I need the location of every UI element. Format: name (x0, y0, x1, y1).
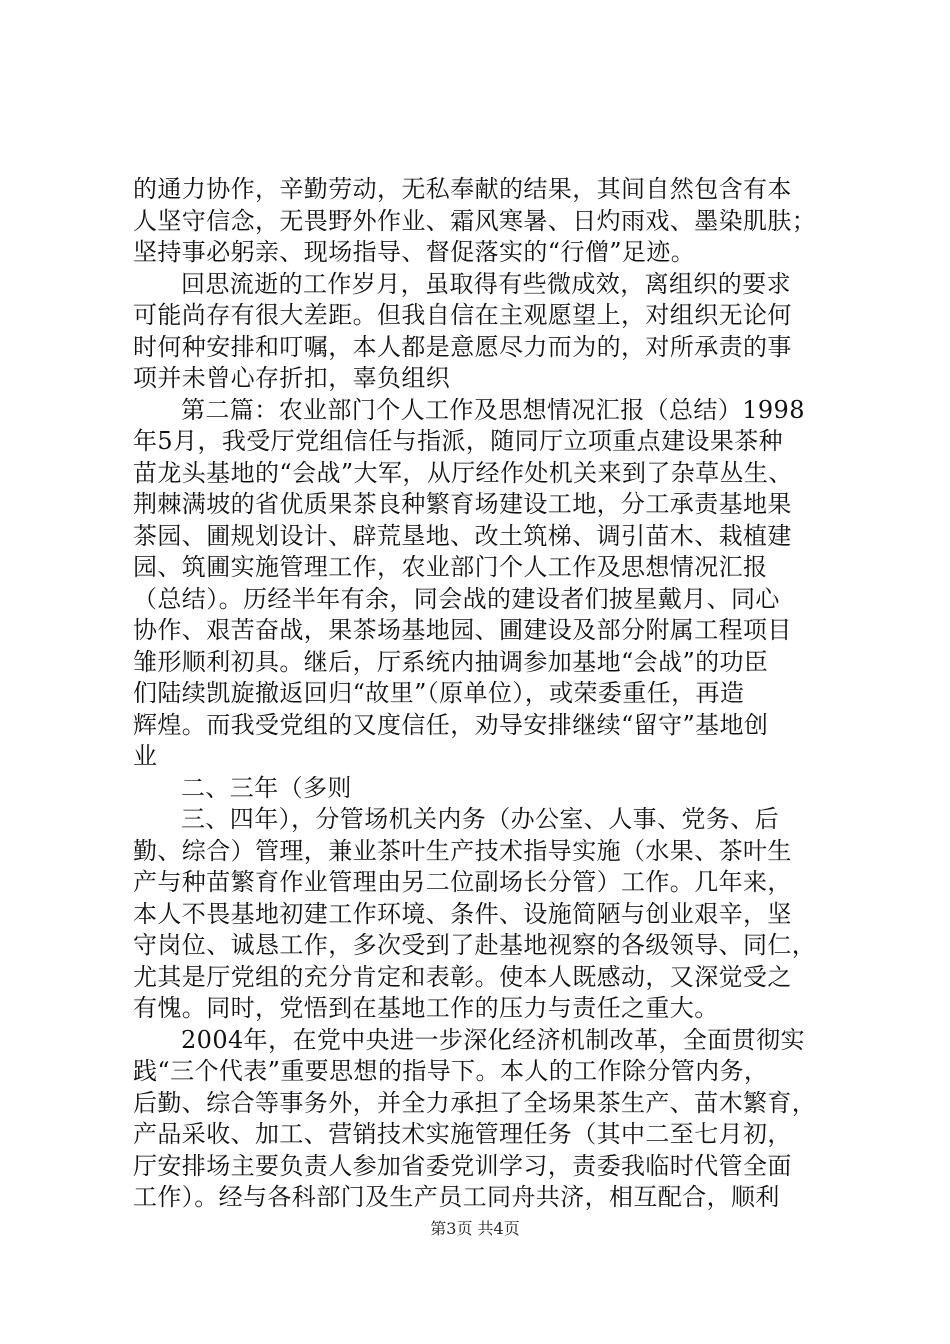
text-line: 后勤、综合等事务外，并全力承担了全场果茶生产、苗木繁育， (133, 1088, 817, 1117)
text-line: （总结）。历经半年有余，同会战的建设者们披星戴月、同心 (133, 584, 780, 613)
text-line: 荆棘满坡的省优质果茶良种繁育场建设工地，分工承责基地果 (133, 490, 792, 518)
text-line: 的通力协作，辛勤劳动，无私奉献的结果，其间自然包含有本 (133, 175, 792, 203)
text-line: 有愧。同时，党悟到在基地工作的压力与责任之重大。 (133, 994, 719, 1022)
text-line: 产与种苗繁育作业管理由另二位副场长分管）工作。几年来， (133, 868, 792, 896)
text-line: 人坚守信念，无畏野外作业、霜风寒暑、日灼雨戏、墨染肌肤； (133, 206, 817, 235)
text-line: 二、三年（多则 (181, 773, 352, 802)
text-line: 坚持事必躬亲、现场指导、督促落实的“行僧”足迹。 (133, 238, 696, 266)
text-line: 协作、艰苦奋战，果茶场基地园、圃建设及部分附属工程项目 (133, 616, 792, 644)
page-footer: 第3页 共4页 (430, 1219, 520, 1238)
text-line: 茶园、圃规划设计、辟荒垦地、改土筑梯、调引苗木、栽植建 (133, 521, 792, 550)
text-line: 雏形顺利初具。继后，厅系统内抽调参加基地“会战”的功臣 (133, 647, 769, 676)
text-line: 辉煌。而我受党组的又度信任，劝导安排继续“留守”基地创 (133, 710, 769, 739)
text-line: 厅安排场主要负责人参加省委党训学习，责委我临时代管全面 (133, 1151, 792, 1180)
text-line: 2004年，在党中央进一步深化经济机制改革，全面贯彻实 (181, 1025, 805, 1054)
text-line: 年5月，我受厅党组信任与指派，随同厅立项重点建设果茶种 (133, 427, 784, 455)
text-line: 回思流逝的工作岁月，虽取得有些微成效，离组织的要求 (181, 269, 791, 298)
text-line: 们陆续凯旋撤返回归“故里”（原单位），或荣委重任，再造 (133, 679, 745, 707)
text-line: 可能尚存有很大差距。但我自信在主观愿望上，对组织无论何 (133, 301, 792, 329)
text-line: 三、四年），分管场机关内务（办公室、人事、党务、后 (181, 805, 779, 833)
text-line: 第二篇：农业部门个人工作及思想情况汇报（总结）1998 (181, 395, 805, 424)
text-line: 苗龙头基地的“会战”大军，从厅经作处机关来到了杂草丛生、 (133, 458, 793, 487)
text-line: 勤、综合）管理，兼业茶叶生产技术指导实施（水果、茶叶生 (133, 836, 792, 865)
text-line: 工作）。经与各科部门及生产员工同舟共济，相互配合，顺利 (133, 1183, 780, 1211)
text-line: 产品采收、加工、营销技术实施管理任务（其中二至七月初， (133, 1120, 792, 1148)
text-line: 践“三个代表”重要思想的指导下。本人的工作除分管内务， (133, 1057, 769, 1085)
text-line: 项并未曾心存折扣，辜负组织 (133, 364, 451, 392)
text-line: 本人不畏基地初建工作环境、条件、设施简陋与创业艰辛，坚 (133, 899, 792, 928)
text-line: 时何种安排和叮嘱，本人都是意愿尽力而为的，对所承责的事 (133, 332, 792, 361)
text-line: 尤其是厅党组的充分肯定和表彰。使本人既感动，又深觉受之 (133, 962, 792, 991)
document-body (133, 174, 833, 1214)
text-line: 园、筑圃实施管理工作，农业部门个人工作及思想情况汇报 (133, 553, 768, 581)
text-line: 业 (133, 742, 158, 770)
text-line: 守岗位、诚恳工作，多次受到了赴基地视察的各级领导、同仁， (133, 931, 817, 959)
